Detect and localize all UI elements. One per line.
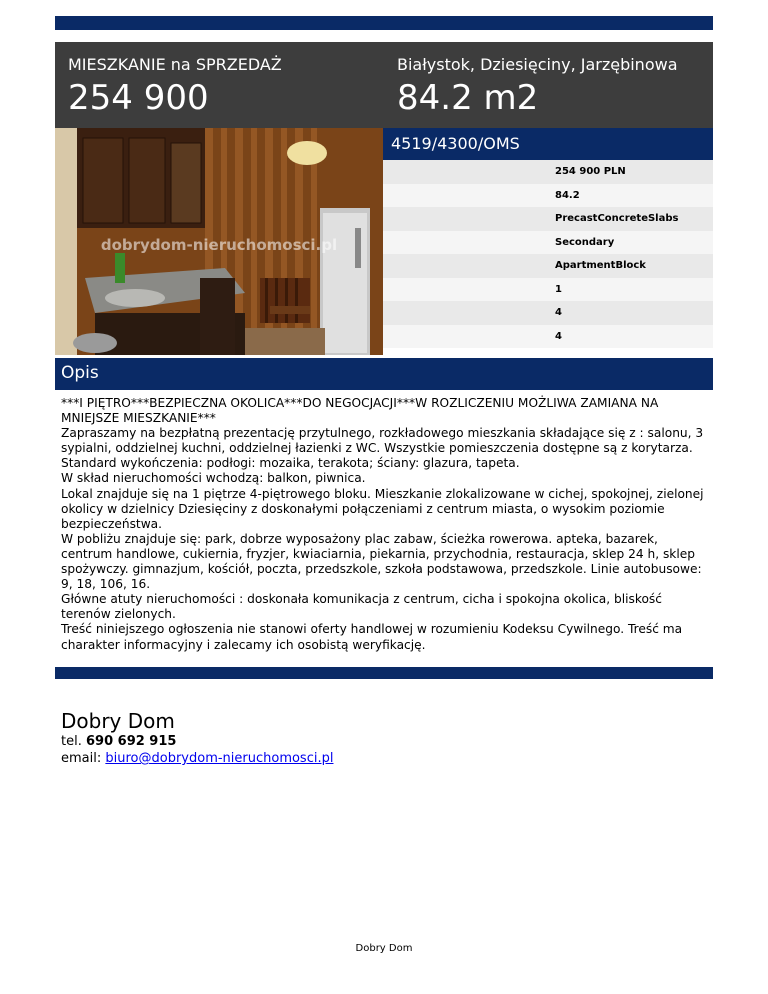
offer-type: MIESZKANIE na SPRZEDAŻ [68,55,282,74]
detail-row [383,278,713,302]
detail-value: 4 [555,307,562,318]
header-left [68,55,282,119]
price: 254 900 [68,78,209,118]
contact-block [61,709,333,767]
detail-row [383,184,713,208]
email-line [61,750,333,767]
detail-row [383,160,713,184]
detail-row [383,231,713,255]
description-paragraph: Lokal znajduje się na 1 piętrze 4-piętrowego bloku. Mieszkanie zlokalizowane w cichej, spokojnej, zielonej okolicy w dzielnicy Dziesięciny z doskonałymi połączeniami z centrum miasta, o wysokim poziomie bezpieczeństwa. [61,486,704,531]
detail-value: 4 [555,330,562,342]
description-paragraph: Zapraszamy na bezpłatną prezentację przytulnego, rozkładowego mieszkania składające się z : salonu, 3 sypialni, oddzielnej kuchni, oddzielnej łazienki z WC. Wszystkie pomieszczenia dostępne są z korytarza. [61,426,704,456]
detail-row [383,301,713,325]
company-name: Dobry Dom [61,709,175,733]
bottom-accent-bar [55,667,713,679]
description-paragraph: ***I PIĘTRO***BEZPIECZNA OKOLICA***DO NEGOCJACJI***W ROZLICZENIU MOŻLIWA ZAMIANA NA MNIEJSZE MIESZKANIE*** [61,396,659,426]
email-link[interactable]: biuro@dobrydom-nieruchomosci.pl [105,751,334,766]
phone-line [61,733,333,750]
description-body [61,396,711,653]
kitchen-photo-image [55,128,383,355]
description-paragraph: W pobliżu znajduje się: park, dobrze wyposażony plac zabaw, ścieżka rowerowa. apteka, bazarek, centrum handlowe, cukiernia, fryzjer, kwiaciarnia, piekarnia, przychodnia, restauracja, sklep 24 h, sklep spożywczy. gimnazjum, kościół, poczta, przedszkole, szkoła podstawowa, przedszkole. Linie autobusowe: 9, 18, 106, 16. [61,531,702,592]
phone-number: 690 692 915 [85,734,177,749]
detail-value: PrecastConcreteSlabs [555,213,679,224]
description-paragraph: W skład nieruchomości wchodzą: balkon, piwnica. [61,471,366,486]
detail-row [383,207,713,231]
detail-row [383,254,713,278]
details-table [383,160,713,348]
area: 84.2 m2 [397,78,539,118]
location: Białystok, Dziesięciny, Jarzębinowa [397,55,678,74]
detail-value: 1 [555,283,562,295]
header-right [397,55,678,119]
detail-row [383,325,713,349]
description-paragraph: Główne atuty nieruchomości : doskonała komunikacja z centrum, cicha i spokojna okolica, bliskość terenów zielonych. [61,592,662,622]
detail-value: Secondary [555,236,615,248]
email-label: email: [61,751,102,766]
listing-code-bar [383,128,713,160]
detail-value: ApartmentBlock [555,260,646,271]
top-accent-bar [55,16,713,30]
description-paragraph: Standard wykończenia: podłogi: mozaika, terakota; ściany: glazura, tapeta. [61,456,520,471]
detail-value: 84.2 [555,189,580,201]
description-heading: Opis [61,363,99,383]
photo-watermark: dobrydom-nieruchomosci.pl [100,236,338,254]
listing-code: 4519/4300/OMS [391,134,520,153]
listing-header [55,42,713,128]
description-heading-bar [55,358,713,390]
page-footer: Dobry Dom [355,943,413,954]
detail-value: 254 900 PLN [555,166,626,177]
description-paragraph: Treść niniejszego ogłoszenia nie stanowi oferty handlowej w rozumieniu Kodeksu Cywilnego. Treść ma charakter informacyjny i zalecamy ich osobistą weryfikację. [61,622,683,652]
phone-label: tel. [61,734,82,749]
property-photo[interactable] [55,128,383,355]
